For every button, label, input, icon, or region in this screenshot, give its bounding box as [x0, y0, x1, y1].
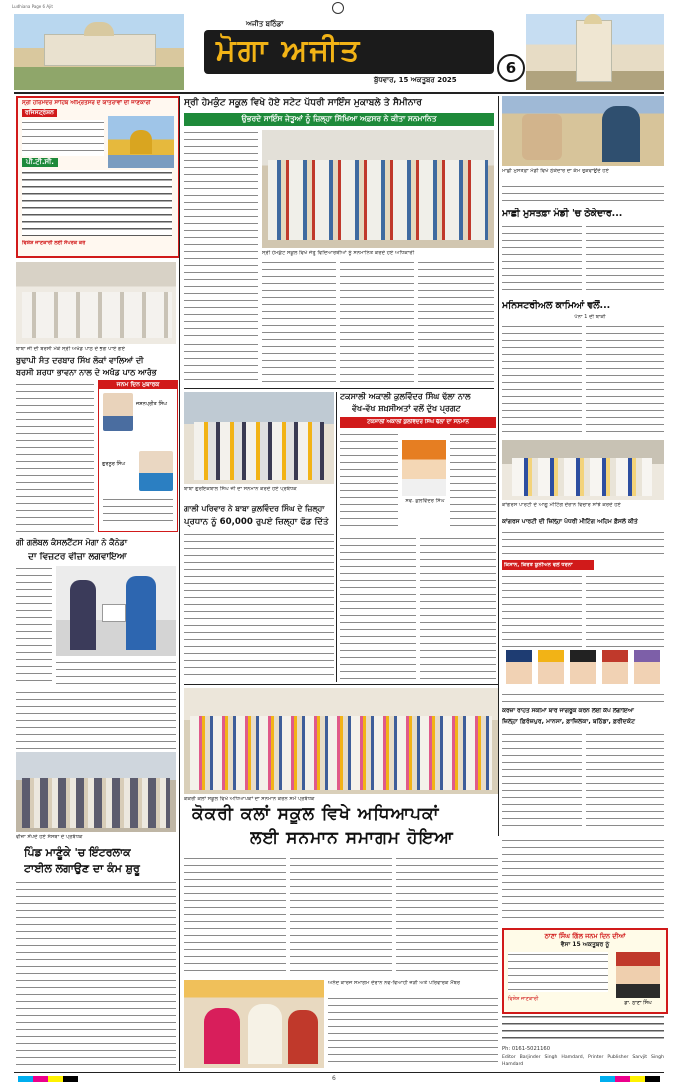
left-headline-2a: ਗੀ ਗਲੋਬਲ ਕੰਸਲਟੈਂਟਸ ਮੋਗਾ ਨੇ ਕੈਨੇਡਾ [16, 538, 128, 547]
ad-right-portrait [616, 952, 660, 998]
school-headline-1: ਕੋਕਰੀ ਕਲਾਂ ਸਕੂਲ ਵਿਖੇ ਅਧਿਆਪਕਾਂ [192, 804, 440, 824]
ad-right-contact: Ph: 0161-5021160 [502, 1046, 550, 1052]
right-body-5b [586, 574, 664, 648]
portrait-4 [602, 650, 628, 684]
school-body-d [502, 838, 664, 924]
masthead-title-text: ਮੋਗਾ ਅਜੀਤ [216, 33, 362, 68]
left-headline-3b: ਟਾਈਲ ਲਗਾਉਣ ਦਾ ਕੰਮ ਸ਼ੁਰੂ [24, 862, 140, 875]
masthead-rule [14, 92, 664, 94]
wedding-body [328, 996, 498, 1068]
right-body-5a [502, 574, 582, 648]
right-photo-protest [502, 96, 664, 166]
obit-headline-2: ਵੱਖ-ਵੱਖ ਸ਼ਖ਼ਸੀਅਤਾਂ ਵਲੋਂ ਦੁੱਖ ਪ੍ਰਗਟ [352, 404, 461, 413]
right-portraits [502, 650, 664, 690]
col-rule-right [498, 96, 499, 836]
top-story-subhead-band [184, 113, 494, 126]
footer-color-bar [18, 1076, 78, 1082]
left-body-3 [16, 690, 176, 750]
right-caption-1: ਮਾਛੀ ਮੁਸਤਫ਼ਾ ਮੰਡੀ ਵਿਖੇ ਠੇਕੇਦਾਰ ਦਾ ਕੰਮ ਰੁਕਵਾਉਂਦੇ ਹੋਏ [502, 168, 609, 174]
school-body-b [290, 856, 392, 976]
masthead-photo-right [526, 14, 664, 90]
masthead-date: ਬੁੱਧਵਾਰ, 15 ਅਕਤੂਬਰ 2025 [374, 76, 457, 84]
top-story-body-c [418, 260, 494, 382]
obit-body-right [450, 432, 496, 532]
left-body-2b [56, 660, 176, 686]
top-story-body-left [184, 130, 258, 340]
right-kicker: ਕਿਸਾਨ, ਕਿਰਤ ਯੂਨੀਅਨ ਵਲੋਂ ਧਰਨਾ [504, 562, 573, 568]
right-body-7a [502, 732, 582, 832]
ad-left-badge: ਪੀ.ਟੀ.ਸੀ. [22, 158, 58, 167]
portrait-3 [570, 650, 596, 684]
obit-body-left [340, 432, 398, 532]
top-story-caption: ਸ੍ਰੀ ਹੇਮਕੁੰਟ ਸਕੂਲ ਵਿਖੇ ਜੇਤੂ ਵਿਦਿਆਰਥੀਆਂ ਨੂੰ ਸਨਮਾਨਿਤ ਕਰਦੇ ਹੋਏ ਅਧਿਕਾਰੀ [262, 250, 415, 256]
ad-left-text [22, 120, 104, 156]
ad-left-text-2 [22, 170, 172, 236]
right-headline-4b: ਜ਼ਿਲ੍ਹਾ ਫ਼ਿਰੋਜ਼ਪੁਰ, ਮਾਨਸਾ, ਫ਼ਾਜ਼ਿਲਕਾ, ਬਠਿੰਡਾ, ਫ਼ਰੀਦਕੋਟ [502, 718, 636, 725]
ad-right-name: ਡਾ. ਠਾਣਾ ਸਿੰਘ [624, 1000, 652, 1006]
ad-right-bottom [502, 928, 668, 1014]
right-body-3b [586, 324, 664, 436]
left-headline-2b: ਦਾ ਵਿਜ਼ਟਰ ਵੀਜ਼ਾ ਲਗਵਾਇਆ [28, 552, 127, 562]
masthead [14, 14, 664, 90]
right-body-7b [586, 732, 664, 832]
col-rule-left [179, 96, 180, 1071]
masthead-kicker: ਅਜੀਤ ਬਠਿੰਡਾ [246, 20, 284, 28]
school-body-a [184, 856, 286, 976]
left-body-2 [16, 566, 52, 686]
birthday-name-1: ਜਸ਼ਨਪ੍ਰੀਤ ਸਿੰਘ [136, 401, 168, 407]
school-headline-2: ਲਈ ਸਨਮਾਨ ਸਮਾਗਮ ਹੋਇਆ [250, 828, 454, 848]
birthday-header: ਜਨਮ ਦਿਨ ਮੁਬਾਰਕ [99, 381, 177, 389]
obit-banner [340, 417, 496, 428]
left-photo-group [16, 752, 176, 832]
left-headline-1b: ਬਰਸੀ ਸ਼ਰਧਾ ਭਾਵਨਾ ਨਾਲ ਦੇ ਅਖੰਡ ਪਾਠ ਆਰੰਭ [16, 368, 157, 377]
obit-banner-text: ਟਕਸਾਲੀ ਅਕਾਲੀ ਕੁਲਵਿੰਦਰ ਸਿੰਘ ਢੱਲਾ ਦਾ ਸਨਮਾਨ [367, 419, 469, 425]
ad-left-footer: ਵਿਸ਼ੇਸ਼ ਜਾਣਕਾਰੀ ਲਈ ਸੰਪਰਕ ਕਰੋ [22, 240, 86, 246]
mid-headline-1: ਗਾਲੀ ਪਰਿਵਾਰ ਨੇ ਬਾਬਾ ਕੁਲਵਿੰਦਰ ਸਿੰਘ ਦੇ ਜ਼ਿਲ੍ਹਾ [184, 504, 325, 513]
right-body-2a [502, 224, 582, 296]
school-photo [184, 688, 498, 794]
left-headline-1a: ਬੁਢਾਪੀ ਸੰਤ ਦਰਬਾਰ ਸਿੱਖ ਲੋਕਾਂ ਵਾਲਿਆਂ ਦੀ [16, 356, 144, 365]
obit-body-bottom-a [340, 536, 416, 680]
ad-right-footer-en: Editor Barjinder Singh Hamdard, Printer Publisher Sarvjit Singh Hamdard [502, 1055, 664, 1067]
masthead-title [204, 30, 494, 74]
school-rule-top [184, 684, 498, 685]
registration-mark [332, 2, 344, 14]
wedding-photo [184, 980, 324, 1068]
mid-photo-honour [184, 392, 334, 484]
right-kicker-band [502, 560, 594, 570]
footer-rule [14, 1072, 664, 1073]
left-caption-2: ਵੀਜ਼ਾ ਸੌਂਪਦੇ ਹੋਏ ਸੰਸਥਾ ਦੇ ਪ੍ਰਬੰਧਕ [16, 834, 83, 840]
birthday-name-2: ਗੁਰਨੂਰ ਸਿੰਘ [102, 461, 126, 467]
ad-right-bottom-text [502, 1014, 664, 1044]
ad-right-header: ਠਾਣਾ ਸਿੰਘ ਗਿੱਲ ਜਨਮ ਦਿਨ ਦੀਆਂ [544, 932, 626, 940]
portrait-5 [634, 650, 660, 684]
left-photo-prayer [16, 262, 176, 344]
col-rule-mid [336, 392, 337, 682]
print-strip: Ludhiana Page 6 Ajit [12, 4, 53, 9]
left-headline-3a: ਪਿੰਡ ਮਾਣੂੰਕੇ 'ਚ ਇੰਟਰਲਾਕ [24, 846, 131, 859]
right-headline-1: ਮਾਛੀ ਮੁਸਤਫ਼ਾ ਮੰਡੀ 'ਚ ਠੇਕੇਦਾਰ... [502, 208, 623, 219]
birthday-photo-1 [103, 393, 133, 431]
right-body-1 [502, 184, 664, 206]
footer-color-bar-right [600, 1076, 660, 1082]
golden-temple-photo [108, 116, 174, 168]
right-body-2b [586, 224, 664, 296]
ad-left-top [16, 96, 180, 258]
ad-right-text [508, 952, 608, 992]
birthday-box [98, 380, 178, 532]
right-photo-meeting [502, 440, 664, 500]
right-headline-4a: ਕਰਜ਼ਾ ਰਾਹਤ ਸਕੀਮਾਂ ਬਾਰੇ ਜਾਗਰੂਕ ਕਰਨ ਲਈ ਕੈਂਪ ਲਗਾਇਆ [502, 708, 634, 714]
left-body-3b [16, 880, 176, 1068]
ad-right-subheader: ਵੈਸਾ 15 ਅਕਤੂਬਰ ਨੂੰ [560, 941, 610, 948]
right-body-3a [502, 324, 582, 436]
ad-right-blurb: ਵਿਸ਼ੇਸ਼ ਜਾਣਕਾਰੀ [508, 996, 539, 1002]
mid-headline-2: ਪ੍ਰਧਾਨ ਨੂੰ 60,000 ਰੁਪਏ ਜ਼ਿਲ੍ਹਾ ਫੰਡ ਦਿੱਤੇ [184, 517, 329, 527]
top-story-body-b [340, 260, 414, 382]
top-story-headline: ਸ੍ਰੀ ਹੇਮਕੁੰਟ ਸਕੂਲ ਵਿਖੇ ਹੋਏ ਸਟੇਟ ਪੱਧਰੀ ਸਾਇੰਸ ਮੁਕਾਬਲੇ ਤੇ ਸੈਮੀਨਾਰ [184, 97, 422, 108]
top-story-body-left-2 [184, 342, 258, 382]
ad-left-sub: ਰਜਿਸਟ੍ਰੇਸ਼ਨ [22, 109, 57, 117]
footer-page-label: 6 [332, 1075, 336, 1082]
right-headline-2: ਮਨਿਸਟਰੀਅਲ ਕਾਮਿਆਂ ਵਲੋਂ... [502, 300, 611, 311]
obit-headline-1: ਟਕਸਾਲੀ ਅਕਾਲੀ ਕੁਲਵਿੰਦਰ ਸਿੰਘ ਢੱਲਾ ਨਾਲ [340, 392, 471, 401]
portrait-1 [506, 650, 532, 684]
right-body-4 [502, 530, 664, 558]
left-body-1 [16, 382, 94, 532]
right-headline-3: ਕਾਂਗਰਸ ਪਾਰਟੀ ਦੀ ਜ਼ਿਲ੍ਹਾ ਪੱਧਰੀ ਮੀਟਿੰਗ ਅਹਿਮ ਫ਼ੈਸਲੇ ਕੀਤੇ [502, 518, 638, 525]
mid-caption: ਬਾਬਾ ਗੁਰਇਕਬਾਲ ਸਿੰਘ ਜੀ ਦਾ ਸਨਮਾਨ ਕਰਦੇ ਹੋਏ ਪ੍ਰਬੰਧਕ [184, 486, 297, 492]
left-caption-1: ਬਾਬਾ ਜੀ ਦੀ ਬਰਸੀ ਮੌਕੇ ਸ੍ਰੀ ਅਖੰਡ ਪਾਠ ਦੇ ਭੋਗ ਪਾਏ ਗਏ [16, 346, 126, 352]
obit-portrait [402, 440, 446, 496]
top-story-subhead: ਉਭਰਦੇ ਸਾਇੰਸ ਜੇਤੂਆਂ ਨੂੰ ਜ਼ਿਲ੍ਹਾ ਸਿੱਖਿਆ ਅਫ਼ਸਰ ਨੇ ਕੀਤਾ ਸਨਮਾਨਿਤ [241, 114, 437, 123]
page-number-badge [497, 54, 525, 82]
obit-body-bottom-b [420, 536, 496, 680]
portrait-2 [538, 650, 564, 684]
top-story-rule [184, 388, 494, 389]
masthead-photo-left [14, 14, 184, 90]
school-caption: ਕੋਕਰੀ ਕਲਾਂ ਸਕੂਲ ਵਿਖੇ ਅਧਿਆਪਕਾਂ ਦਾ ਸਨਮਾਨ ਕਰਨ ਸਮੇਂ ਪ੍ਰਬੰਧਕ [184, 796, 315, 802]
birthday-photo-2 [139, 451, 173, 491]
mid-body [184, 532, 334, 680]
visa-photo [56, 566, 176, 656]
obit-portrait-label: ਸਵ. ਕੁਲਵਿੰਦਰ ਸਿੰਘ [405, 498, 445, 504]
top-story-photo [262, 130, 494, 248]
right-cont-note: ਪੰਨਾ 1 ਦੀ ਬਾਕੀ [574, 314, 606, 320]
wedding-caption: ਅਨੰਦ ਕਾਰਜ ਸਮਾਗਮ ਦੌਰਾਨ ਨਵ-ਵਿਆਹੀ ਜੋੜੀ ਅਤੇ ਪਰਿਵਾਰਕ ਮੈਂਬਰ [328, 980, 461, 986]
birthday-text [103, 497, 173, 527]
ad-left-header: ਸ੍ਰੀ ਹਰਿਮੰਦਰ ਸਾਹਿਬ ਅੰਮ੍ਰਿਤਸਰ ਦੇ ਯਾਤਰਾਵਾਂ ਦੀ ਜਾਣਕਾਰੀ [22, 100, 151, 106]
top-story-body-a [262, 260, 336, 382]
school-body-c [396, 856, 498, 976]
right-body-6 [502, 692, 664, 706]
right-caption-2: ਕਾਂਗਰਸ ਪਾਰਟੀ ਦੇ ਆਗੂ ਮੀਟਿੰਗ ਦੌਰਾਨ ਵਿਚਾਰ ਸਾਂਝੇ ਕਰਦੇ ਹੋਏ [502, 502, 621, 508]
page-number: 6 [505, 59, 517, 77]
